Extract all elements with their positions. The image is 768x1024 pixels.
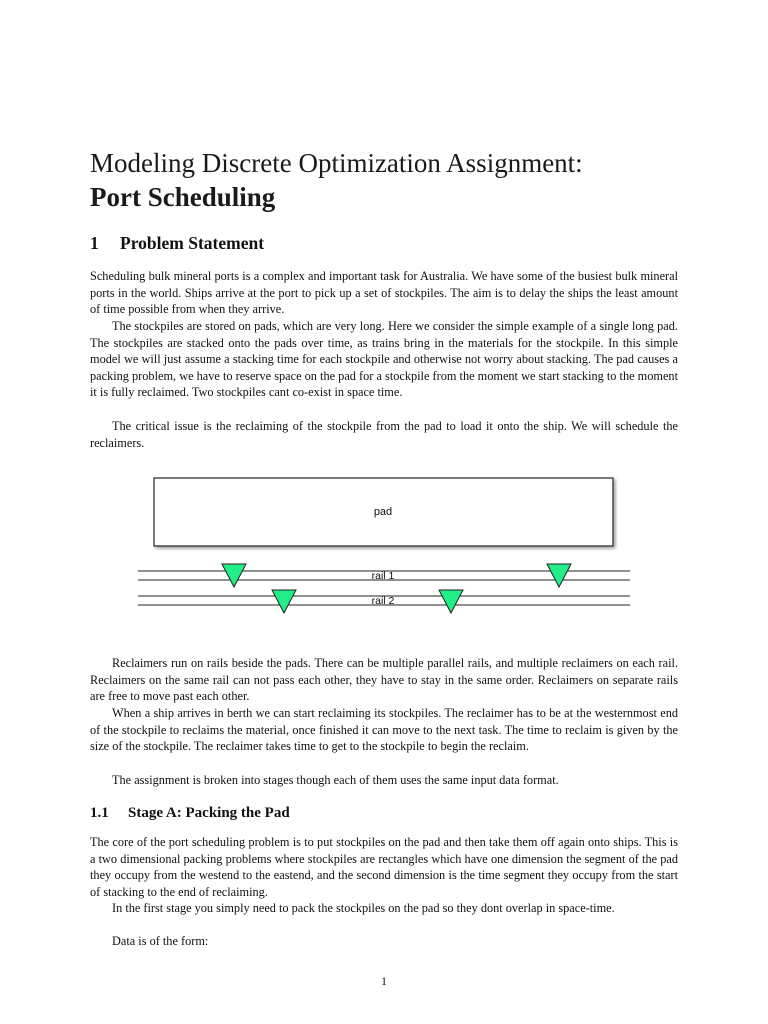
paragraph: The stockpiles are stored on pads, which are very long. Here we consider the simple example of a single long pad. The stockpiles are stacked onto the pads over time, as trains bring in the materials for the stockpile. In this simple model we will just assume a stacking time for each stockpile and otherwise not worry about stacking. The pad causes a packing problem, we have to reserve space on the pad for a stockpile from the moment we start stacking to the moment it is fully reclaimed. Two stockpiles cant co-exist in space time. — [90, 319, 678, 400]
paragraph: The critical issue is the reclaiming of the stockpile from the pad to load it onto the ship. We will schedule the reclaimers. — [90, 419, 678, 450]
paragraph: Data is of the form: — [112, 934, 209, 948]
reclaimer-triangle — [439, 590, 463, 613]
rail-2-label: rail 2 — [371, 595, 395, 607]
reclaimer-triangle — [547, 564, 571, 587]
section-heading-1 — [90, 233, 264, 254]
subsection-title: Stage A: Packing the Pad — [128, 805, 290, 821]
reclaimer-triangle — [272, 590, 296, 613]
section-title: Problem Statement — [120, 233, 265, 253]
reclaimer-triangle — [222, 564, 246, 587]
title-line-2: Port Scheduling — [90, 182, 276, 212]
pad-rail-diagram — [138, 470, 638, 620]
section-number: 1 — [90, 233, 99, 253]
paragraph: In the first stage you simply need to pack the stockpiles on the pad so they dont overlap in space-time. — [112, 901, 615, 915]
subsection-heading-1-1 — [90, 805, 290, 822]
document-page — [90, 0, 678, 1024]
paragraph: Scheduling bulk mineral ports is a complex and important task for Australia. We have some of the busiest bulk mineral ports in the world. Ships arrive at the port to pick up a set of stockpiles. The aim is to delay the ships the least amount of time possible from when they arrive. — [90, 269, 678, 317]
paragraph: The assignment is broken into stages though each of them uses the same input data format. — [112, 773, 559, 787]
title-line-1: Modeling Discrete Optimization Assignment: — [90, 148, 583, 178]
page-number: 1 — [381, 974, 387, 988]
rail-1-label: rail 1 — [371, 570, 395, 582]
paragraph: The core of the port scheduling problem is to put stockpiles on the pad and then take them off again onto ships. This is a two dimensional packing problems where stockpiles are rectangles which have one dimension the segment of the pad they occupy from the westend to the eastend, and the second dimension is the time segment they occupy from the start of stacking to the end of reclaiming. — [90, 835, 678, 899]
subsection-number: 1.1 — [90, 805, 109, 821]
paragraph: Reclaimers run on rails beside the pads. There can be multiple parallel rails, and multiple reclaimers on each rail. Reclaimers on the same rail can not pass each other, they have to stay in the same order. Reclaimers on separate rails are free to move past each other. — [90, 656, 678, 704]
paragraph: When a ship arrives in berth we can start reclaiming its stockpiles. The reclaimer has to be at the westernmost end of the stockpile to reclaims the material, once finished it can move to the next task. The time to reclaim is given by the size of the stockpile. The reclaimer takes time to get to the stockpile to begin the reclaim. — [90, 706, 678, 754]
pad-label: pad — [373, 506, 393, 518]
